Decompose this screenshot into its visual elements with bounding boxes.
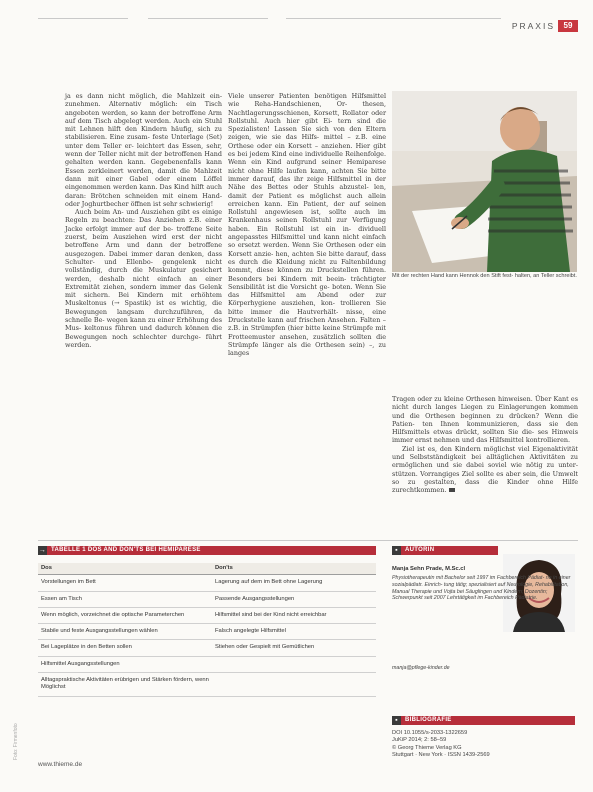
end-of-article-mark — [449, 488, 455, 492]
author-bio: Physiotherapeutin mit Bachelor seit 1997 im Fachbereich Pädiat- rie in einer sozialpädiatr. Einrich- tung tätig; spezialisiert auf Neurologie, Rehabilitation, Manual Therapie und Vojta bei Säuglingen und Kindern; Dozentin; Schwerpunkt seit 2007 Lehrtätigkeit im Fachbereich Pädiatrie. — [392, 575, 571, 602]
author-icon: ▪ — [392, 546, 401, 555]
header-rule-mid — [148, 18, 268, 19]
bibliography-block — [392, 730, 490, 760]
text-column-2 — [228, 92, 386, 358]
bibliography-line: JuKiP 2014; 2: 58–59 — [392, 737, 447, 744]
bibliography-line: DOI 10.1055/s-2033-1322659 — [392, 730, 468, 736]
table-row — [38, 656, 376, 672]
author-header-bar — [392, 546, 498, 555]
photo-credit: Foto: Firmenfoto — [13, 723, 19, 760]
table-row — [38, 575, 376, 591]
photo-caption: Mit der rechten Hand kann Hennok den Stift fest- halten, an Teller schreibt. — [392, 273, 577, 279]
arrow-icon: → — [38, 547, 47, 554]
paragraph: Auch beim An- und Ausziehen gibt es einige Regeln zu beachten: Das Anziehen z.B. einer Jacke erfolgt immer auf der be- troffene Seite zuerst, beim Ausziehen wird erst der nicht betroffene Arm und dann der betroffene ausgezogen. Dabei immer daran denken, dass Schulter- und Ellenbo- gengelenk nicht vollständig, durch die Muskulatur gesichert werden, deshalb nicht einfach an einer Extremität ziehen, sondern immer das Gelenk mit sichern. Bei Kindern mit erhöhtem Muskeltonus (→ Spastik) ist es wichtig, die Bewegungen langsam durchzuführen, da schnelle Be- wegen kann zu einer Erhöhung des Mus- keltonus führen und dadurch können die Bewegungen noch schlechter durchge- führt werden. — [65, 208, 222, 349]
table-row — [38, 591, 376, 607]
footer-url[interactable]: www.thieme.de — [38, 761, 83, 768]
table-cell: Stabile und feste Ausgangsstellungen wählen — [38, 624, 212, 640]
paragraph: ja es dann nicht möglich, die Mahlzeit ein- zunehmen. Alternativ möglich: ein Tisch angeboten werden, so kann der betroffene Arm auf dem Tisch abgelegt werden. Auch ein Stuhl mit Lehnen hilft den Kindern häufig, sich zu stabilisieren. Eine zusam- feste Unterlage (Set) unter dem Teller er- leichtert das Essen, sehr, wenn der Teller nicht mit der betroffenen Hand gehalten werden kann. Gegebenenfalls kann Essen zerkleinert werden, damit die Mahlzeit dann mit einer Gabel oder einem Löffel eingenommen werden kann. Das Kind hilft auch daran: Brötchen schneiden mit einem Hand- oder Joghurtbecher öffnen ist sehr schwierig! — [65, 92, 222, 208]
bibliography-heading: BIBLIOGRAFIE — [405, 717, 452, 723]
table-header-bar — [38, 546, 376, 555]
table-cell: Falsch angelegte Hilfsmittel — [212, 624, 376, 640]
table-cell — [212, 673, 376, 697]
table-cell: Lagerung auf dem im Bett ohne Lagerung — [212, 575, 376, 591]
bibliography-line: © Georg Thieme Verlag KG — [392, 744, 462, 751]
bibliography-header-bar — [392, 716, 575, 725]
text-column-3 — [392, 395, 578, 495]
header-rule-right — [286, 18, 501, 19]
section-header: PRAXIS — [511, 21, 555, 31]
table-row — [38, 640, 376, 656]
table-cell: Alltagspraktische Aktivitäten erübrigen und Stärken fördern, wenn Möglichst — [38, 673, 212, 697]
page-number: 59 — [558, 20, 578, 32]
table-cell: Hilfsmittel sind bei der Kind nicht erreichbar — [212, 607, 376, 623]
table-cell: Vorstellungen im Bett — [38, 575, 212, 591]
text-column-1 — [65, 92, 222, 349]
table-cell: Passende Ausgangsstellungen — [212, 591, 376, 607]
table-row — [38, 624, 376, 640]
photo-child-writing — [392, 91, 577, 272]
table-cell: Stiehen oder Gespielt mit Gemütlichen — [212, 640, 376, 656]
header-rule-left — [38, 18, 128, 19]
table-cell: Wenn möglich, vorzeichnet die optische Parameterchen — [38, 607, 212, 623]
column-header-donts: Don'ts — [212, 563, 376, 575]
table-row — [38, 607, 376, 623]
box-top-rule — [38, 540, 578, 541]
table-title: TABELLE 1 DOS AND DON'TS BEI HEMIPARESE — [51, 547, 201, 553]
column-header-dos: Dos — [38, 563, 212, 575]
table-row — [38, 673, 376, 697]
table-cell — [212, 656, 376, 672]
dos-donts-table — [38, 563, 376, 697]
table-cell: Essen am Tisch — [38, 591, 212, 607]
table-header-row — [38, 563, 376, 575]
author-email[interactable]: manja@pflege-kinder.de — [392, 665, 450, 671]
bibliography-line: Stuttgart · New York · ISSN 1439-2569 — [392, 752, 490, 759]
paragraph — [392, 445, 578, 495]
author-heading: AUTORIN — [405, 547, 435, 553]
paragraph: Tragen oder zu kleine Orthesen hinweisen. Über Kant es nicht durch langes Liegen zu Einlagerungen kommen und die Orthesen beginnen zu drücken? Wenn die Patien- ten Ihnen kommunizieren, dass sie den Hilfsmittels etwas drückt, sollten Sie die- ses Hinweis immer ernst nehmen und das Hilfsmittel kontrollieren. — [392, 395, 578, 445]
paragraph: Viele unserer Patienten benötigen Hilfsmittel wie Reha-Handschienen, Or- thesen, Nachtlagerungsschienen, Korsett, Rollator oder Rollstuhl. Auch hier gibt Ei- tern sind die Spezialisten! Lassen Sie sich von den Eltern zeigen, wie sie das Hilfs- mittel – z.B. eine Orthese oder ein Korsett – anziehen. Hier gibt es bei jedem Kind eine individuelle Reihenfolge. Wenn ein Kind aufgrund seiner Hemiparese nicht ohne Hilfe laufen kann, achten Sie bitte immer darauf, das ihr zeige Hilfsmittel in der Nähe des Bettes oder Stuhls abzustel- len, damit der Patient es möglichst auch allein erreichen kann. Ein Patient, der auf seinen Rollstuhl angewiesen ist, sollte auch im Krankenhaus seinen Rollstuhl zur Verfügung haben. Ein Rollstuhl ist ein in- dividuell angepasstes Hilfsmittel und kann nicht einfach so ersetzt werden. Wenn Sie Orthesen oder ein Korsett anzie- hen, achten Sie bitte darauf, dass es durch die Kleidung nicht zu Faltenbildung kommt, diese können zu Druckstellen führen. Besonders bei Kindern mit beein- trächtigter Sensibilität ist die Vorsicht ge- boten. Wenn Sie das Hilfsmittel am Abend oder zur Körperhygiene ausziehen, kon- trollieren Sie bitte immer die Hautverhält- nisse, eine Druckstelle kann auf frischen Ansehen. Falten – z.B. in Strümpfen (hier bitte keine Strümpfe mit Frotteemuster ansehen, zusätzlich sollten die Strümpfe länger als die Orthesen sein) –, zu langes — [228, 92, 386, 358]
table-cell: Bei Lageplätze in den Betten sollen — [38, 640, 212, 656]
photo-illustration — [392, 91, 577, 272]
table-cell: Hilfsmittel Ausgangsstellungen — [38, 656, 212, 672]
author-name: Manja Sehn Prade, M.Sc.cl — [392, 566, 466, 572]
paragraph-text: Ziel ist es, den Kindern möglichst viel Eigenaktivität und Selbstständigkeit bei alltäglichen Aktivitäten zu ermöglichen und sie dabei soviel wie nötig zu unter- stützen. Vorrangiges Ziel sollte es aber sein, die Umwelt so zu gestalten, dass die Kinder ohne Hilfe zurechtkommen. — [392, 444, 578, 495]
bibliography-icon: ▪ — [392, 716, 401, 725]
